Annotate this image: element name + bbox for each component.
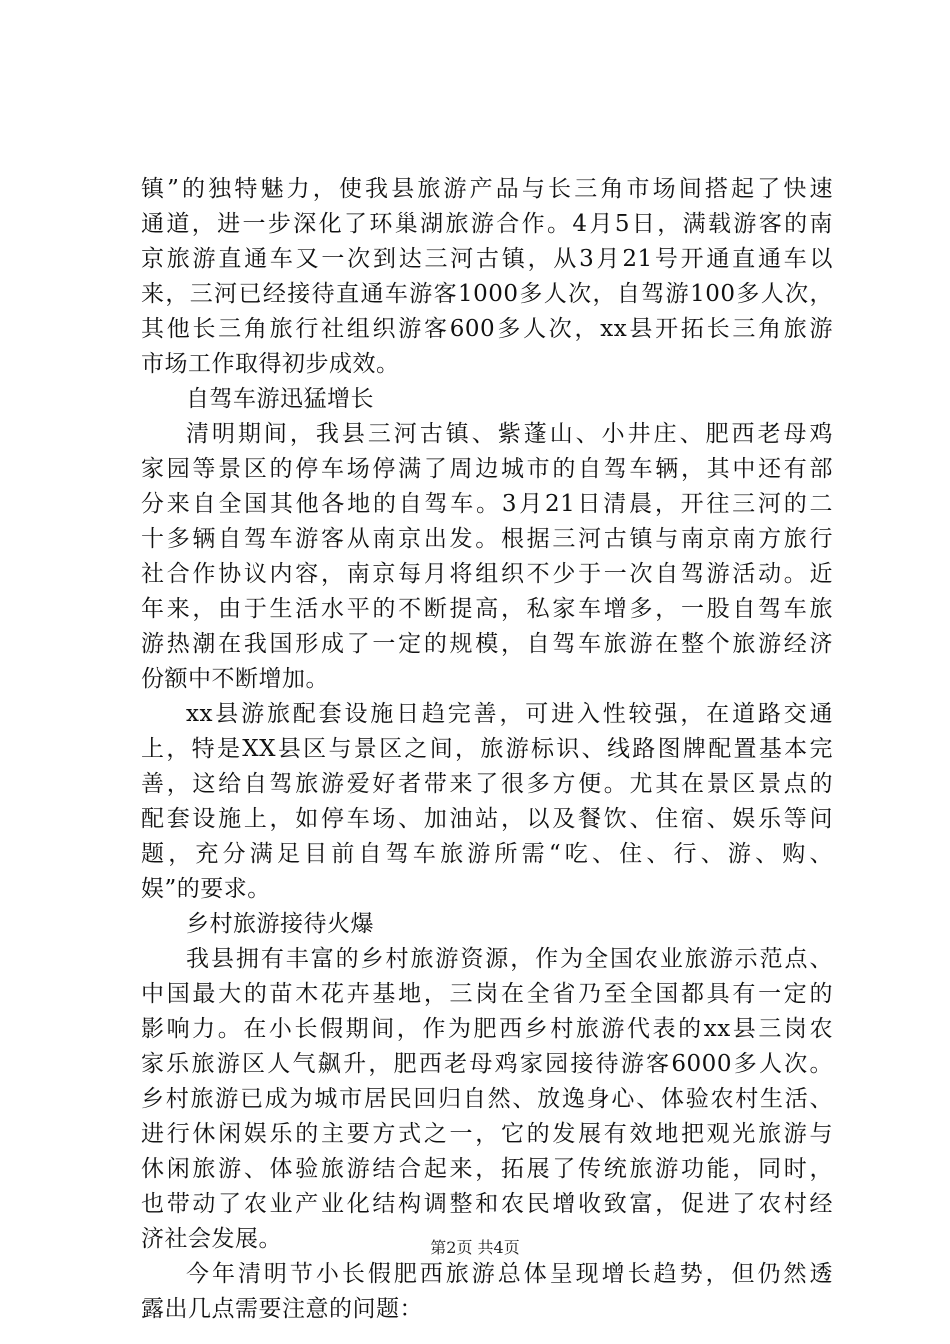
paragraph-line: 十多辆自驾车游客从南京出发。根据三河古镇与南京南方旅行 [141, 526, 833, 552]
paragraph-line: 露出几点需要注意的问题： [141, 1296, 423, 1322]
paragraph-line: 清明期间，我县三河古镇、紫蓬山、小井庄、肥西老母鸡 [186, 421, 833, 447]
section-heading-rural-tourism: 乡村旅游接待火爆 [186, 911, 374, 937]
paragraph-line: 也带动了农业产业化结构调整和农民增收致富，促进了农村经 [141, 1191, 833, 1217]
page-number-footer: 第2页 共4页 [430, 1238, 520, 1257]
document-body [141, 172, 833, 1327]
paragraph-line: 游热潮在我国形成了一定的规模，自驾车旅游在整个旅游经济 [141, 631, 833, 657]
paragraph-line: 分来自全国其他各地的自驾车。3月21日清晨，开往三河的二 [141, 491, 833, 517]
paragraph-line: 来，三河已经接待直通车游客1000多人次，自驾游100多人次， [141, 281, 833, 307]
paragraph-line: 京旅游直通车又一次到达三河古镇，从3月21号开通直通车以 [141, 246, 833, 272]
paragraph-line: 家乐旅游区人气飙升，肥西老母鸡家园接待游客6000多人次。 [141, 1051, 833, 1077]
paragraph-line: 题，充分满足目前自驾车旅游所需“吃、住、行、游、购、 [141, 841, 833, 867]
paragraph-line: 善，这给自驾旅游爱好者带来了很多方便。尤其在景区景点的 [141, 771, 833, 797]
paragraph-line: 社合作协议内容，南京每月将组织不少于一次自驾游活动。近 [141, 561, 833, 587]
paragraph-line: 进行休闲娱乐的主要方式之一，它的发展有效地把观光旅游与 [141, 1121, 833, 1147]
paragraph-line: 配套设施上，如停车场、加油站，以及餐饮、住宿、娱乐等问 [141, 806, 833, 832]
paragraph-line: 我县拥有丰富的乡村旅游资源，作为全国农业旅游示范点、 [186, 946, 833, 972]
paragraph-line: 乡村旅游已成为城市居民回归自然、放逸身心、体验农村生活、 [141, 1086, 833, 1112]
paragraph-line: 上，特是XX县区与景区之间，旅游标识、线路图牌配置基本完 [141, 736, 833, 762]
paragraph-line: 济社会发展。 [141, 1226, 282, 1252]
paragraph-line: 今年清明节小长假肥西旅游总体呈现增长趋势，但仍然透 [186, 1261, 833, 1287]
paragraph-line: 市场工作取得初步成效。 [141, 351, 400, 377]
paragraph-line: 年来，由于生活水平的不断提高，私家车增多，一股自驾车旅 [141, 596, 833, 622]
section-heading-self-driving: 自驾车游迅猛增长 [186, 386, 374, 412]
paragraph-line: 份额中不断增加。 [141, 666, 329, 692]
paragraph-line: 其他长三角旅行社组织游客600多人次，xx县开拓长三角旅游 [141, 316, 833, 342]
paragraph-line: xx县游旅配套设施日趋完善，可进入性较强，在道路交通 [186, 701, 833, 727]
paragraph-line: 休闲旅游、体验旅游结合起来，拓展了传统旅游功能，同时， [141, 1156, 833, 1182]
paragraph-line: 通道，进一步深化了环巢湖旅游合作。4月5日，满载游客的南 [141, 211, 833, 237]
paragraph-line: 娱”的要求。 [141, 876, 271, 902]
paragraph-line: 影响力。在小长假期间，作为肥西乡村旅游代表的xx县三岗农 [141, 1016, 833, 1042]
paragraph-line: 中国最大的苗木花卉基地，三岗在全省乃至全国都具有一定的 [141, 981, 833, 1007]
paragraph-line: 家园等景区的停车场停满了周边城市的自驾车辆，其中还有部 [141, 456, 833, 482]
paragraph-line: 镇”的独特魅力，使我县旅游产品与长三角市场间搭起了快速 [141, 176, 833, 202]
